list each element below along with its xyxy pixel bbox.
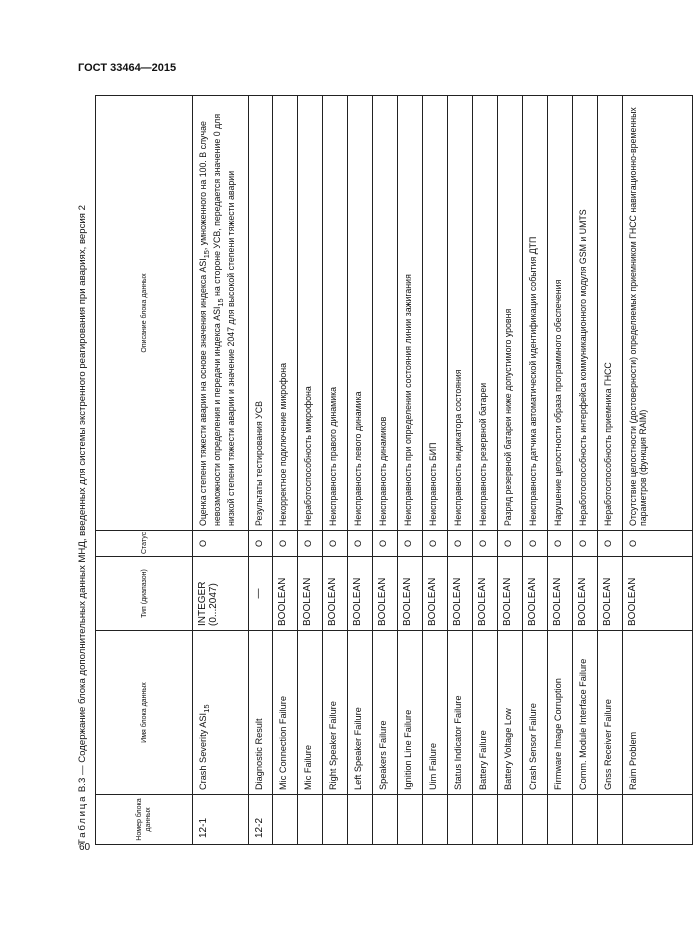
cell-name: Left Speaker Failure <box>348 631 373 795</box>
header-name: Имя блока данных <box>96 631 193 795</box>
rotated-table-frame <box>95 96 648 845</box>
cell-name: Raim Problem <box>623 631 693 795</box>
cell-status: O <box>249 531 273 557</box>
cell-status: O <box>298 531 323 557</box>
cell-number <box>398 795 423 845</box>
cell-description: Неисправность динамиков <box>373 96 398 531</box>
cell-type: BOOLEAN <box>573 557 598 631</box>
table-row <box>623 96 693 845</box>
table-row <box>348 96 373 845</box>
cell-status: O <box>473 531 498 557</box>
cell-status: O <box>323 531 348 557</box>
cell-type: BOOLEAN <box>473 557 498 631</box>
desc-subscript: 15 <box>201 250 211 259</box>
cell-status: O <box>448 531 473 557</box>
cell-description: Неработоспособность микрофона <box>298 96 323 531</box>
table-row <box>598 96 623 845</box>
cell-name <box>193 631 249 795</box>
cell-name: Ignition Line Failure <box>398 631 423 795</box>
cell-type: BOOLEAN <box>498 557 523 631</box>
cell-status: O <box>573 531 598 557</box>
header-number: Номер блока данных <box>96 795 193 845</box>
cell-number <box>298 795 323 845</box>
header-type: Тип (диапазон) <box>96 557 193 631</box>
cell-description: Неисправность левого динамика <box>348 96 373 531</box>
cell-number <box>448 795 473 845</box>
cell-type: BOOLEAN <box>448 557 473 631</box>
page-number: 60 <box>79 842 91 853</box>
cell-type: BOOLEAN <box>323 557 348 631</box>
data-table <box>95 95 693 845</box>
desc-subscript: 15 <box>215 298 225 307</box>
cell-description: Неработоспособность приемника ГНСС <box>598 96 623 531</box>
cell-name: Right Speaker Failure <box>323 631 348 795</box>
cell-status: O <box>523 531 548 557</box>
cell-description: Некорректное подключение микрофона <box>273 96 298 531</box>
cell-description: Неработоспособность интерфейса коммуникационного модуля GSM и UMTS <box>573 96 598 531</box>
cell-status: O <box>373 531 398 557</box>
cell-status: O <box>498 531 523 557</box>
table-caption <box>73 205 93 845</box>
cell-number <box>573 795 598 845</box>
cell-type: BOOLEAN <box>623 557 693 631</box>
cell-type: BOOLEAN <box>548 557 573 631</box>
cell-type: BOOLEAN <box>423 557 448 631</box>
cell-name: Battery Voltage Low <box>498 631 523 795</box>
cell-name: Status Indicator Failure <box>448 631 473 795</box>
table-row <box>498 96 523 845</box>
cell-number <box>273 795 298 845</box>
table-row <box>548 96 573 845</box>
cell-number <box>623 795 693 845</box>
cell-name: Crash Sensor Failure <box>523 631 548 795</box>
table-row <box>249 96 273 845</box>
cell-number <box>323 795 348 845</box>
cell-status: O <box>598 531 623 557</box>
cell-description: Неисправность резервной батареи <box>473 96 498 531</box>
cell-name: Diagnostic Result <box>249 631 273 795</box>
cell-type: BOOLEAN <box>523 557 548 631</box>
desc-part: , умноженного на 100. В случае невозможности определения и передачи индекса ASI <box>198 121 222 526</box>
cell-status: O <box>423 531 448 557</box>
cell-name-main: Crash Severity ASI <box>198 712 208 790</box>
cell-description: Разряд резервной батареи ниже допустимого уровня <box>498 96 523 531</box>
cell-description: Неисправность БИП <box>423 96 448 531</box>
table-row <box>373 96 398 845</box>
table-row <box>323 96 348 845</box>
cell-status: O <box>273 531 298 557</box>
table-header-row <box>96 96 193 845</box>
cell-number <box>523 795 548 845</box>
cell-status: O <box>548 531 573 557</box>
cell-type: BOOLEAN <box>298 557 323 631</box>
cell-status: O <box>398 531 423 557</box>
table-row <box>273 96 298 845</box>
cell-number <box>598 795 623 845</box>
header-description: Описание блока данных <box>96 96 193 531</box>
desc-part: на стороне УСВ, передается значение 0 для низкой степени тяжести аварии и значение 2047 для высокой степени тяжести аварии <box>211 113 236 526</box>
cell-name: Battery Failure <box>473 631 498 795</box>
cell-name: Uim Failure <box>423 631 448 795</box>
cell-number <box>548 795 573 845</box>
caption-number: В.3 <box>77 777 88 793</box>
table-row <box>423 96 448 845</box>
cell-number <box>373 795 398 845</box>
cell-number <box>498 795 523 845</box>
cell-status: O <box>193 531 249 557</box>
cell-number: 12-2 <box>249 795 273 845</box>
table-row <box>523 96 548 845</box>
cell-name: Firmware Image Corruption <box>548 631 573 795</box>
table-row <box>573 96 598 845</box>
cell-description: Нарушение целостности образа программного обеспечения <box>548 96 573 531</box>
cell-description: Неисправность индикатора состояния <box>448 96 473 531</box>
cell-description: Неисправность при определении состояния линии зажигания <box>398 96 423 531</box>
cell-type: BOOLEAN <box>598 557 623 631</box>
cell-name: Mic Failure <box>298 631 323 795</box>
cell-name: Gnss Receiver Failure <box>598 631 623 795</box>
cell-description: Отсутствие целостности (достоверности) определяемых приемником ГНСС навигационно-временных параметров (функция RAIM) <box>623 96 693 531</box>
cell-number <box>423 795 448 845</box>
cell-name: Mic Connection Failure <box>273 631 298 795</box>
caption-text: — Содержание блока дополнительных данных МНД, введенных для системы экстренного реагирования при авариях, версия 2 <box>77 205 88 778</box>
caption-label: Таблица <box>77 794 88 845</box>
cell-description: Неисправность датчика автоматической идентификации события ДТП <box>523 96 548 531</box>
table-row <box>193 96 249 845</box>
table-container <box>95 96 648 845</box>
cell-number <box>348 795 373 845</box>
cell-type: BOOLEAN <box>273 557 298 631</box>
table-row <box>298 96 323 845</box>
cell-name: Comm. Module Interface Failure <box>573 631 598 795</box>
table-row <box>398 96 423 845</box>
cell-status: O <box>623 531 693 557</box>
cell-type: BOOLEAN <box>398 557 423 631</box>
document-header: ГОСТ 33464—2015 <box>78 62 177 74</box>
table-row <box>448 96 473 845</box>
cell-status: O <box>348 531 373 557</box>
cell-number <box>473 795 498 845</box>
cell-description: Результаты тестирования УСВ <box>249 96 273 531</box>
cell-number: 12-1 <box>193 795 249 845</box>
cell-description: Неисправность правого динамика <box>323 96 348 531</box>
cell-name-subscript: 15 <box>201 704 211 713</box>
cell-description <box>193 96 249 531</box>
cell-type: — <box>249 557 273 631</box>
header-status: Статус <box>96 531 193 557</box>
cell-type: BOOLEAN <box>348 557 373 631</box>
cell-type: BOOLEAN <box>373 557 398 631</box>
desc-part: Оценка степени тяжести аварии на основе значения индекса ASI <box>198 258 208 526</box>
table-row <box>473 96 498 845</box>
cell-type: INTEGER (0...2047) <box>193 557 249 631</box>
cell-name: Speakers Failure <box>373 631 398 795</box>
